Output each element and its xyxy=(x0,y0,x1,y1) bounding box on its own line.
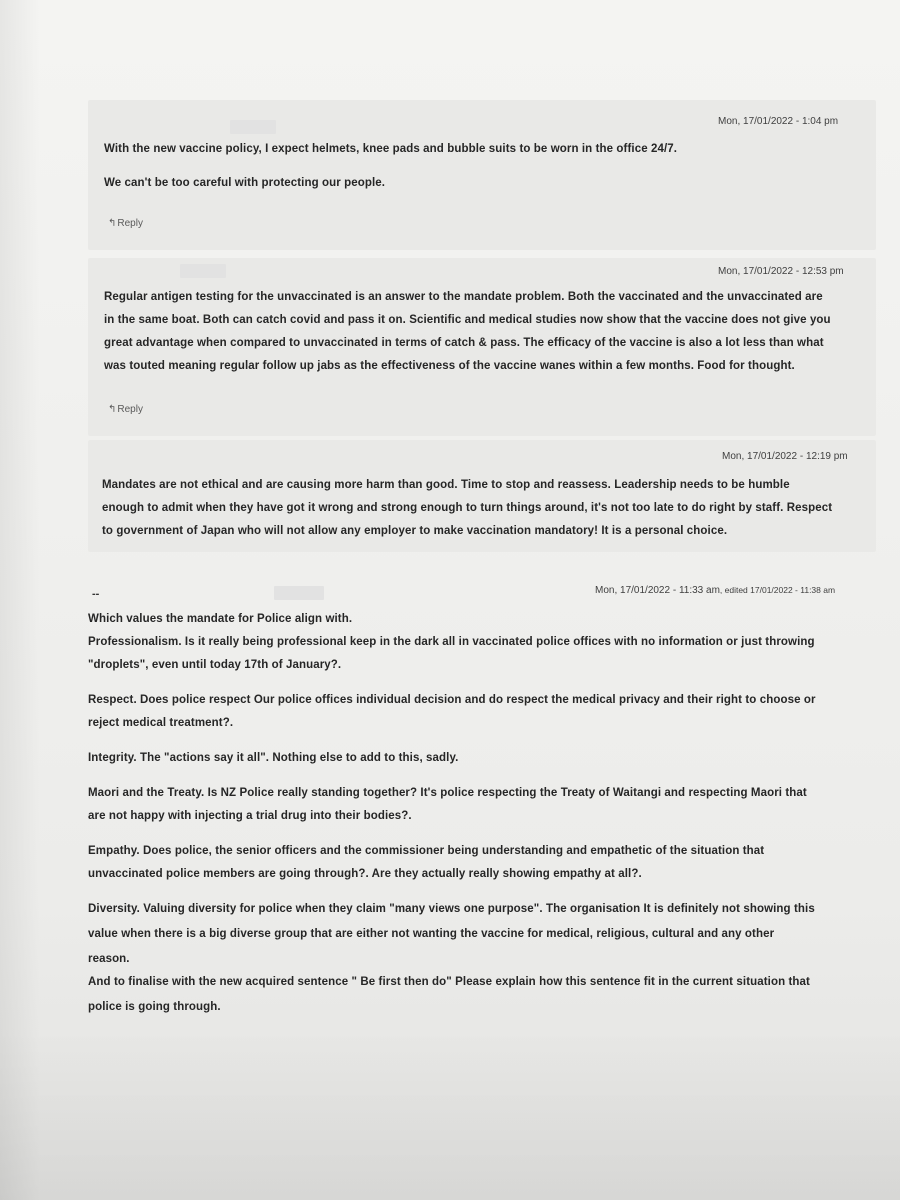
author-prefix: -- xyxy=(92,588,100,600)
comment-block: Which values the mandate for Police align with. xyxy=(88,613,353,625)
reply-label: Reply xyxy=(117,404,143,415)
page-shadow xyxy=(0,0,40,1200)
comment-block-line: Empathy. Does police, the senior officers and the commissioner being understanding and empathetic of the situation that xyxy=(88,845,765,857)
comment-block-line: value when there is a big diverse group that are either not wanting the vaccine for medical, religious, cultural and any other xyxy=(88,928,775,940)
comment-block-line: Professionalism. Is it really being professional keep in the dark all in vaccinated police offices with no information or just throwing xyxy=(88,636,815,648)
comment-block-line: "droplets", even until today 17th of January?. xyxy=(88,659,342,671)
comment-block-line: police is going through. xyxy=(88,1001,221,1013)
reply-link[interactable] xyxy=(108,218,143,229)
redacted-author xyxy=(274,586,324,600)
comment-block-line: Diversity. Valuing diversity for police when they claim "many views one purpose". The organisation It is definitely not showing this xyxy=(88,903,815,915)
redacted-author xyxy=(180,264,226,278)
comment-block-line: Integrity. The "actions say it all". Nothing else to add to this, sadly. xyxy=(88,752,459,764)
comment-line: to government of Japan who will not allow any employer to make vaccination mandatory! It is a personal choice. xyxy=(102,525,728,537)
edited-time: , edited 17/01/2022 - 11:38 am xyxy=(719,585,836,595)
comment-block-line: And to finalise with the new acquired sentence " Be first then do" Please explain how this sentence fit in the current situation that xyxy=(88,976,810,988)
comment-line: was touted meaning regular follow up jabs as the effectiveness of the vaccine wanes within a few months. Food for thought. xyxy=(104,360,795,372)
redacted-author xyxy=(230,120,276,134)
posted-time: Mon, 17/01/2022 - 11:33 am xyxy=(595,585,720,596)
comment-line: in the same boat. Both can catch covid and pass it on. Scientific and medical studies now show that the vaccine does not give you xyxy=(104,314,831,326)
reply-icon: ↰ xyxy=(108,404,117,415)
reply-link[interactable] xyxy=(108,404,143,415)
comment-block-line: unvaccinated police members are going through?. Are they actually really showing empathy at all?. xyxy=(88,868,642,880)
comment-paragraph: With the new vaccine policy, I expect helmets, knee pads and bubble suits to be worn in the office 24/7. xyxy=(104,143,678,155)
comment-block-line: reason. xyxy=(88,953,130,965)
page-bottom-shade xyxy=(0,1030,900,1200)
comment-timestamp: Mon, 17/01/2022 - 12:53 pm xyxy=(718,266,844,277)
comment-body xyxy=(102,474,882,543)
reply-icon: ↰ xyxy=(108,218,117,229)
comment-timestamp: Mon, 17/01/2022 - 12:19 pm xyxy=(722,451,848,462)
comment-line: Regular antigen testing for the unvaccinated is an answer to the mandate problem. Both the vaccinated and the unvaccinated are xyxy=(104,291,823,303)
comment-block-line: reject medical treatment?. xyxy=(88,717,234,729)
comment-timestamp: Mon, 17/01/2022 - 1:04 pm xyxy=(718,116,839,127)
comment-paragraph: We can't be too careful with protecting our people. xyxy=(104,177,386,189)
comment-block-line: Respect. Does police respect Our police offices individual decision and do respect the medical privacy and their right to choose or xyxy=(88,694,816,706)
comment-body xyxy=(104,138,864,195)
reply-label: Reply xyxy=(117,218,143,229)
comment-body xyxy=(88,608,878,1019)
comment-timestamp xyxy=(595,585,835,596)
comment-block-line: Maori and the Treaty. Is NZ Police really standing together? It's police respecting the Treaty of Waitangi and respecting Maori that xyxy=(88,787,807,799)
comment-line: enough to admit when they have got it wrong and strong enough to turn things around, it's not too late to do right by staff. Respect xyxy=(102,502,833,514)
comment-line: Mandates are not ethical and are causing more harm than good. Time to stop and reassess. Leadership needs to be humble xyxy=(102,479,790,491)
comment-body xyxy=(104,286,884,378)
comment-block-line: are not happy with injecting a trial drug into their bodies?. xyxy=(88,810,412,822)
comment-line: great advantage when compared to unvaccinated in terms of catch & pass. The efficacy of the vaccine is also a lot less than what xyxy=(104,337,824,349)
